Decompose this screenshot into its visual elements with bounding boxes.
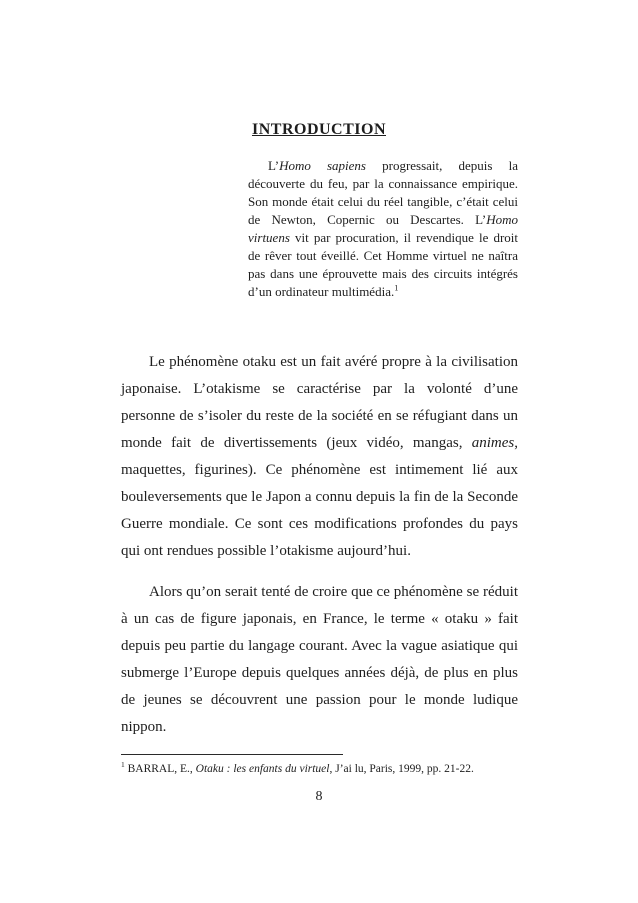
- paragraph-2: Alors qu’on serait tenté de croire que ce phénomène se réduit à un cas de figure japonais, en France, le terme « otaku » fait depuis peu partie du langage courant. Avec la vague asiatique qui submerge l’Europe depuis quelques années déjà, de plus en plus de jeunes se découvrent une passion pour le monde ludique nippon.: [121, 584, 518, 735]
- footnote-separator: [121, 754, 343, 755]
- footnote: $^1$ BARRAL, E., Otaku : les enfants du virtuel, J’ai lu, Paris, 1999, pp. 21-22.: [121, 760, 474, 775]
- page-title: INTRODUCTION: [251, 121, 386, 138]
- block-quote: L’Homo sapiens progressait, depuis la découverte du feu, par la connaissance empirique. Son monde était celui du réel tangible, c’était celui de Newton, Copernic ou Descartes. L’Homo virtuens vit par procuration, il revendique le droit de rêver tout éveillé. Cet Homme virtuel ne naîtra pas dans une éprouvette mais des circuits intégrés d’un ordinateur multimédia.$^1$: [248, 158, 518, 299]
- page-number: 8: [315, 789, 323, 804]
- paragraph-1: Le phénomène otaku est un fait avéré propre à la civilisation japonaise. L’otakisme se caractérise par la volonté d’une personne de s’isoler du reste de la société en se réfugiant dans un monde fait de divertissements (jeux vidéo, mangas, animes, maquettes, figurines). Ce phénomène est intimement lié aux bouleversements que le Japon a connu depuis la fin de la Seconde Guerre mondiale. Ce sont ces modifications profondes du pays qui ont rendues possible l’otakisme aujourd’hui.: [121, 354, 518, 559]
